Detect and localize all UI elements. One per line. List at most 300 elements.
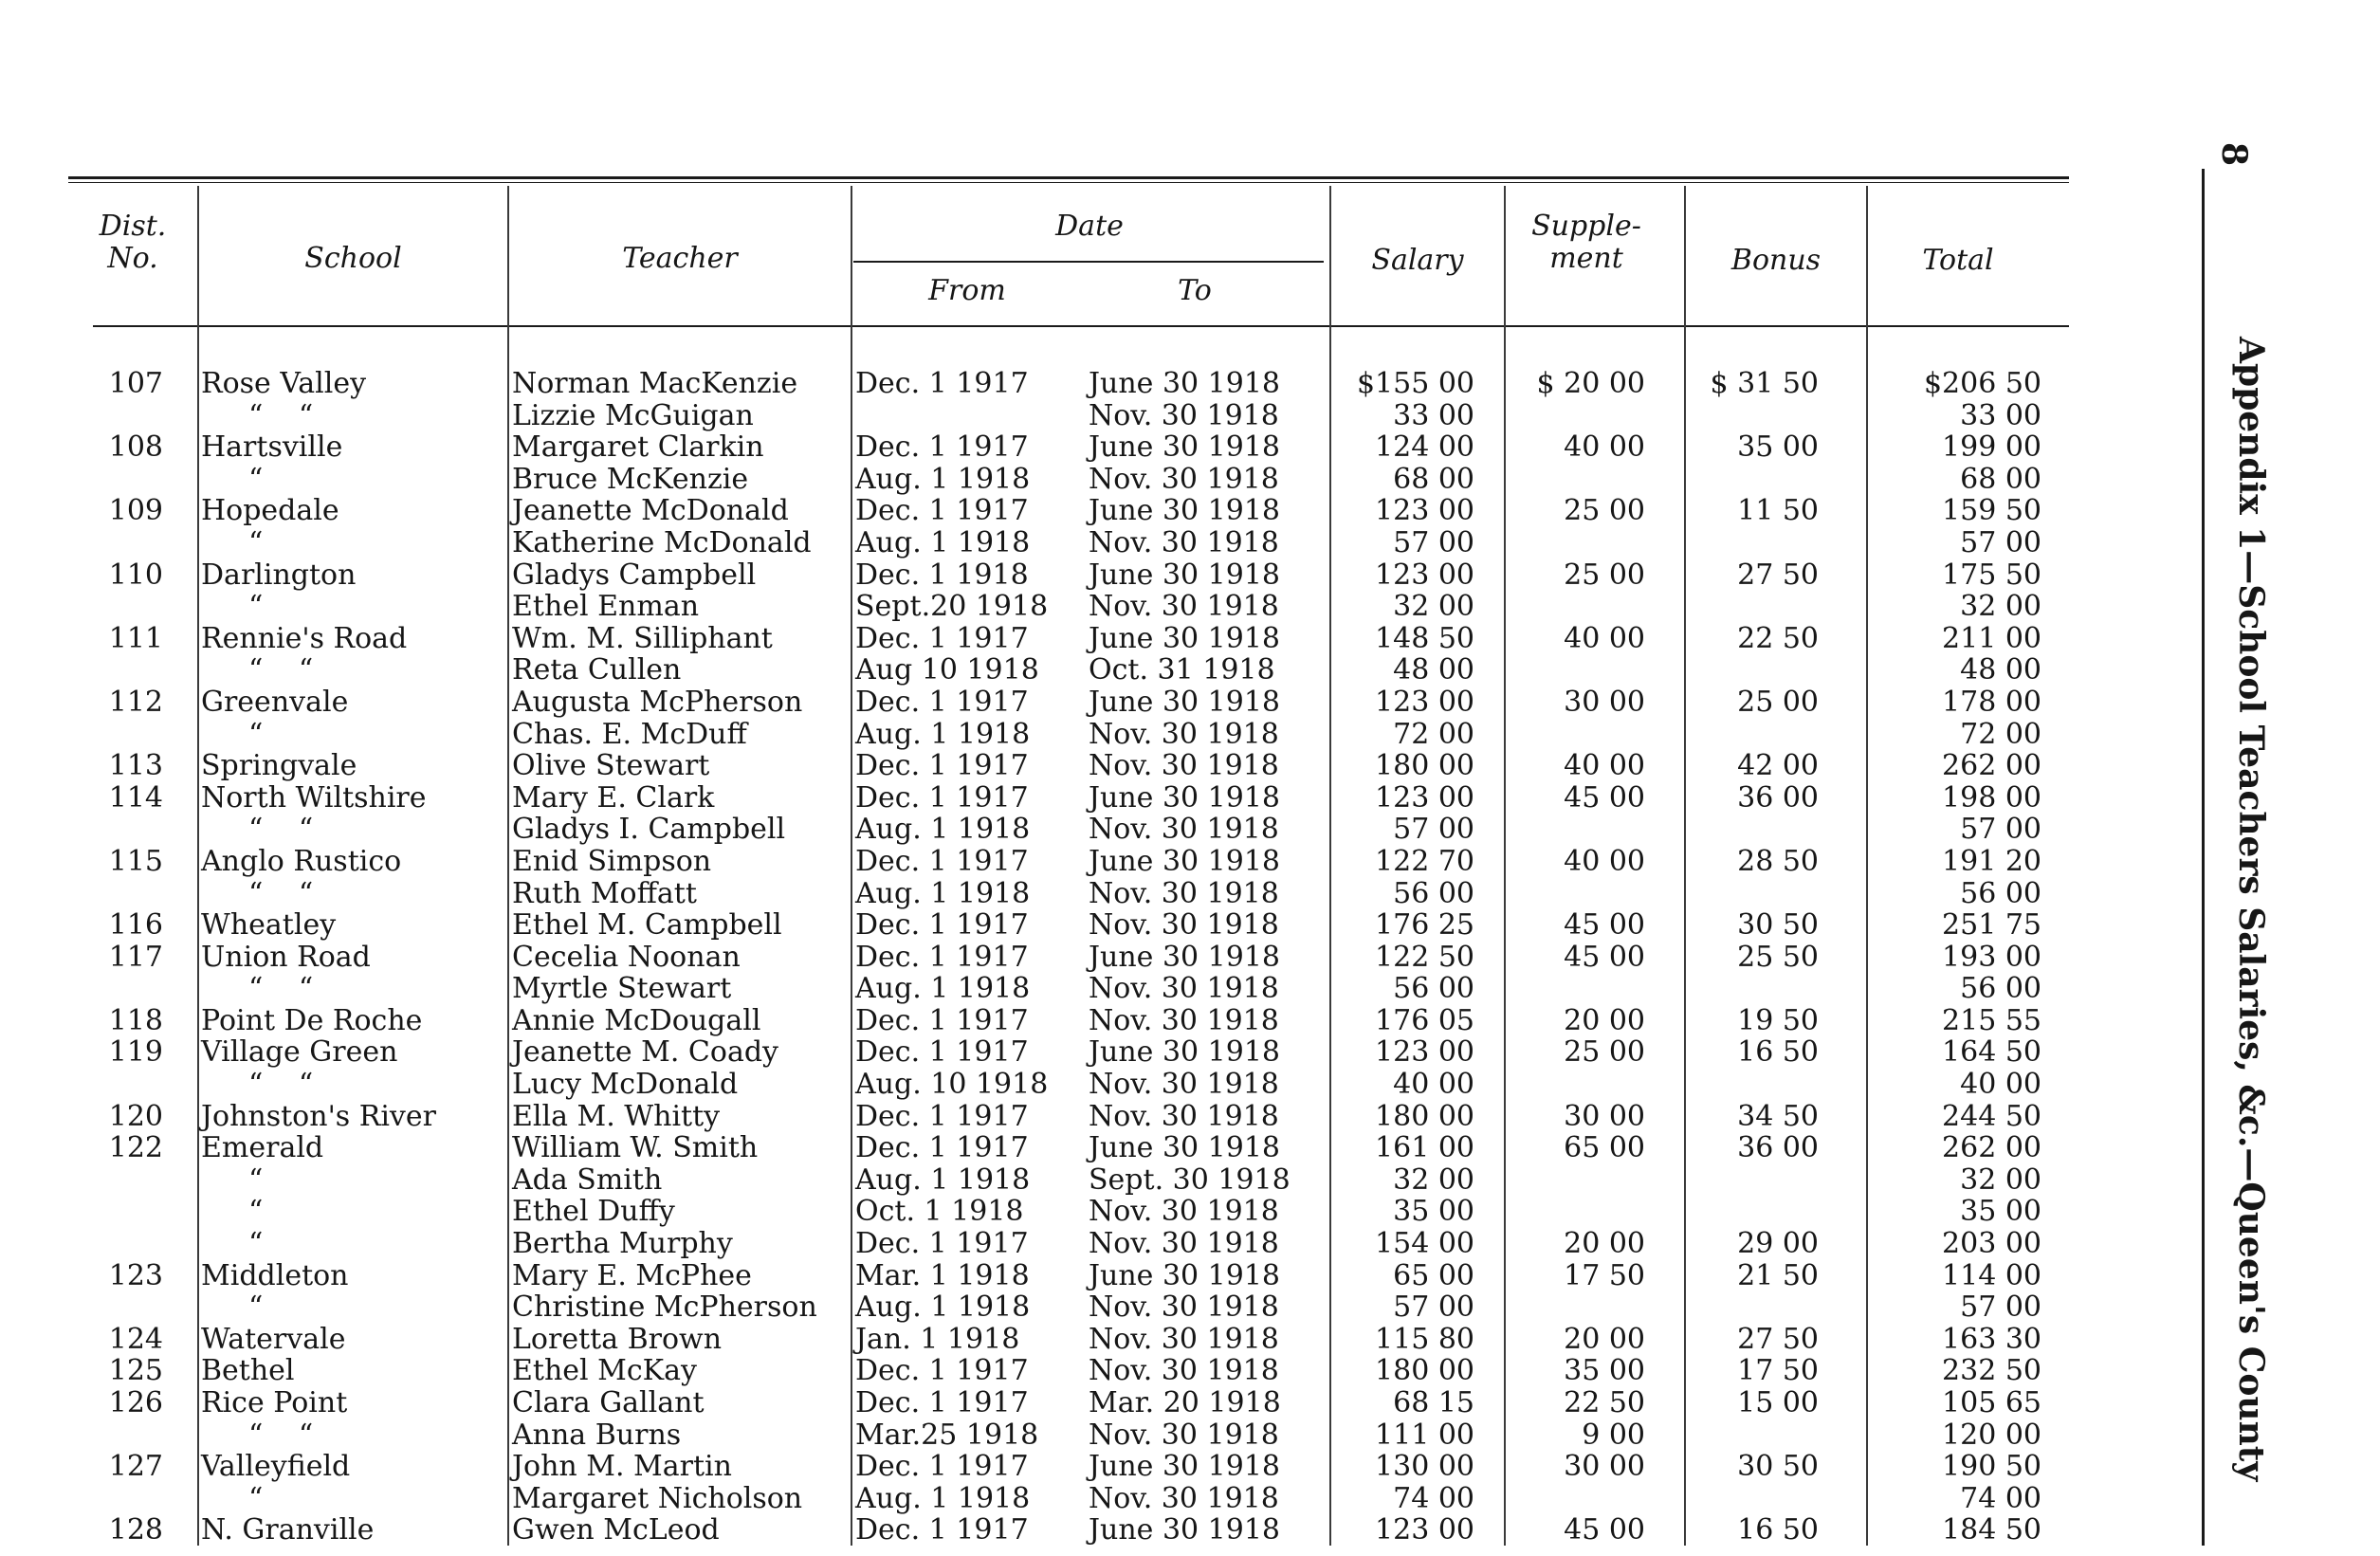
- date-from-cell: Dec. 1 1917: [855, 1450, 1029, 1484]
- supplement-cell: 25 00: [1564, 494, 1645, 528]
- teacher-cell: Wm. M. Silliphant: [512, 621, 773, 655]
- date-from-cell: Aug. 1 1918: [855, 462, 1031, 496]
- school-cell: Middleton: [201, 1258, 349, 1292]
- table-row: [0, 1260, 2086, 1292]
- bonus-cell: 30 50: [1737, 908, 1819, 943]
- total-cell: 57 00: [1960, 525, 2041, 559]
- salary-cell: 123 00: [1375, 558, 1474, 592]
- table-row: [0, 1036, 2086, 1069]
- bonus-cell: 11 50: [1737, 494, 1819, 528]
- date-to-cell: Nov. 30 1918: [1089, 398, 1279, 432]
- date-from-cell: Dec. 1 1917: [855, 621, 1029, 655]
- table-row: [0, 1514, 2086, 1547]
- table-row: [0, 1419, 2086, 1452]
- date-to-cell: Nov. 30 1918: [1089, 908, 1279, 943]
- supplement-cell: 40 00: [1564, 844, 1645, 878]
- bonus-cell: 27 50: [1737, 558, 1819, 592]
- total-cell: 74 00: [1960, 1481, 2041, 1515]
- teacher-cell: Cecelia Noonan: [512, 940, 741, 974]
- date-to-cell: Nov. 30 1918: [1089, 1003, 1279, 1037]
- teacher-cell: Bruce McKenzie: [512, 462, 749, 496]
- date-from-cell: Dec. 1 1917: [855, 1386, 1029, 1419]
- total-cell: 232 50: [1942, 1354, 2041, 1388]
- bonus-cell: 21 50: [1737, 1258, 1819, 1292]
- school-cell: “: [248, 1481, 277, 1515]
- date-to-cell: Nov. 30 1918: [1089, 1291, 1279, 1325]
- date-from-cell: Dec. 1 1917: [855, 1354, 1029, 1388]
- bonus-cell: 25 00: [1737, 685, 1819, 719]
- bonus-cell: 28 50: [1737, 844, 1819, 878]
- total-cell: 262 00: [1942, 1131, 2041, 1165]
- bonus-cell: $ 31 50: [1710, 367, 1819, 400]
- salary-cell: 32 00: [1393, 1162, 1474, 1197]
- header-salary: Salary: [1371, 244, 1464, 277]
- teacher-cell: Bertha Murphy: [512, 1227, 733, 1261]
- supplement-cell: 65 00: [1564, 1131, 1645, 1165]
- salary-cell: 123 00: [1375, 1035, 1474, 1070]
- date-to-cell: June 30 1918: [1089, 844, 1281, 878]
- bonus-cell: 42 00: [1737, 749, 1819, 783]
- date-to-cell: Nov. 30 1918: [1089, 813, 1279, 847]
- school-cell: Watervale: [201, 1322, 346, 1356]
- dist-no-cell: 117: [108, 940, 163, 974]
- total-cell: 184 50: [1942, 1513, 2041, 1547]
- date-to-cell: June 30 1918: [1089, 1035, 1281, 1070]
- supplement-cell: 30 00: [1564, 1099, 1645, 1133]
- salary-cell: 124 00: [1375, 430, 1474, 465]
- date-to-cell: Nov. 30 1918: [1089, 1099, 1279, 1133]
- school-cell: Rennie's Road: [201, 621, 408, 655]
- supplement-cell: 45 00: [1564, 780, 1645, 815]
- bonus-cell: 27 50: [1737, 1322, 1819, 1356]
- school-cell: “: [248, 462, 277, 496]
- supplement-cell: 40 00: [1564, 621, 1645, 655]
- salary-cell: 180 00: [1375, 1354, 1474, 1388]
- table-row: [0, 1355, 2086, 1387]
- salary-cell: 57 00: [1393, 525, 1474, 559]
- date-from-cell: Dec. 1 1917: [855, 685, 1029, 719]
- salary-cell: 74 00: [1393, 1481, 1474, 1515]
- date-to-cell: Oct. 31 1918: [1089, 653, 1275, 687]
- date-to-cell: Nov. 30 1918: [1089, 1068, 1279, 1102]
- bonus-cell: 19 50: [1737, 1003, 1819, 1037]
- bonus-cell: 36 00: [1737, 780, 1819, 815]
- school-cell: Rice Point: [201, 1386, 348, 1419]
- total-cell: 56 00: [1960, 876, 2041, 910]
- total-cell: 32 00: [1960, 590, 2041, 624]
- teacher-cell: Ethel M. Campbell: [512, 908, 782, 943]
- dist-no-cell: 120: [108, 1099, 163, 1133]
- side-margin-rule: [2202, 169, 2205, 1546]
- salary-cell: 33 00: [1393, 398, 1474, 432]
- table-row: [0, 368, 2086, 400]
- date-to-cell: Nov. 30 1918: [1089, 462, 1279, 496]
- salary-cell: 68 15: [1393, 1386, 1474, 1419]
- salary-cell: 48 00: [1393, 653, 1474, 687]
- teacher-cell: Clara Gallant: [512, 1386, 705, 1419]
- supplement-cell: 9 00: [1582, 1418, 1645, 1452]
- date-to-cell: Nov. 30 1918: [1089, 717, 1279, 751]
- school-cell: “: [248, 1227, 277, 1261]
- date-from-cell: Dec. 1 1917: [855, 430, 1029, 465]
- total-cell: 56 00: [1960, 972, 2041, 1006]
- date-to-cell: June 30 1918: [1089, 1513, 1281, 1547]
- bonus-cell: 30 50: [1737, 1450, 1819, 1484]
- school-cell: “ “: [248, 653, 327, 687]
- table-row: [0, 1101, 2086, 1133]
- table-row: [0, 400, 2086, 432]
- supplement-cell: 25 00: [1564, 1035, 1645, 1070]
- top-double-rule: [68, 176, 2069, 179]
- supplement-cell: 20 00: [1564, 1322, 1645, 1356]
- header-teacher: Teacher: [622, 242, 738, 275]
- top-thin-rule: [68, 182, 2069, 183]
- bonus-cell: 34 50: [1737, 1099, 1819, 1133]
- date-to-cell: Nov. 30 1918: [1089, 1195, 1279, 1229]
- total-cell: 203 00: [1942, 1227, 2041, 1261]
- total-cell: 57 00: [1960, 1291, 2041, 1325]
- teacher-cell: Reta Cullen: [512, 653, 682, 687]
- dist-no-cell: 110: [108, 558, 163, 592]
- total-cell: 40 00: [1960, 1068, 2041, 1102]
- table-row: [0, 973, 2086, 1005]
- dist-no-cell: 108: [108, 430, 163, 465]
- teacher-cell: Margaret Clarkin: [512, 430, 764, 465]
- supplement-cell: 45 00: [1564, 908, 1645, 943]
- total-cell: 114 00: [1942, 1258, 2041, 1292]
- total-cell: 164 50: [1942, 1035, 2041, 1070]
- teacher-cell: Gladys Campbell: [512, 558, 757, 592]
- school-cell: Rose Valley: [201, 367, 367, 400]
- teacher-cell: Gwen McLeod: [512, 1513, 720, 1547]
- dist-no-cell: 127: [108, 1450, 163, 1484]
- teacher-cell: Margaret Nicholson: [512, 1481, 803, 1515]
- header-dist-no: Dist. No.: [99, 210, 167, 275]
- date-to-cell: Nov. 30 1918: [1089, 972, 1279, 1006]
- date-from-cell: Dec. 1 1917: [855, 780, 1029, 815]
- salary-cell: 72 00: [1393, 717, 1474, 751]
- dist-no-cell: 115: [108, 844, 163, 878]
- date-from-cell: Dec. 1 1917: [855, 494, 1029, 528]
- teacher-cell: Norman MacKenzie: [512, 367, 798, 400]
- table-row: [0, 591, 2086, 623]
- date-to-cell: Nov. 30 1918: [1089, 749, 1279, 783]
- teacher-cell: Ella M. Whitty: [512, 1099, 721, 1133]
- bonus-cell: 22 50: [1737, 621, 1819, 655]
- teacher-cell: Gladys I. Campbell: [512, 813, 786, 847]
- school-cell: “ “: [248, 876, 327, 910]
- school-cell: Wheatley: [201, 908, 337, 943]
- table-row: [0, 1451, 2086, 1483]
- table-row: [0, 1324, 2086, 1356]
- school-cell: “: [248, 1291, 277, 1325]
- total-cell: 251 75: [1942, 908, 2041, 943]
- salary-cell: 148 50: [1375, 621, 1474, 655]
- table-row: [0, 1387, 2086, 1419]
- salary-cell: 65 00: [1393, 1258, 1474, 1292]
- total-cell: 68 00: [1960, 462, 2041, 496]
- salary-cell: 32 00: [1393, 590, 1474, 624]
- header-total: Total: [1922, 244, 1994, 277]
- salary-cell: 40 00: [1393, 1068, 1474, 1102]
- teacher-cell: William W. Smith: [512, 1131, 759, 1165]
- school-cell: N. Granville: [201, 1513, 375, 1547]
- date-from-cell: Aug. 1 1918: [855, 1162, 1031, 1197]
- teacher-cell: Enid Simpson: [512, 844, 712, 878]
- page-number: 8: [2214, 142, 2254, 167]
- total-cell: 159 50: [1942, 494, 2041, 528]
- table-row: [0, 909, 2086, 942]
- date-to-cell: June 30 1918: [1089, 558, 1281, 592]
- table-row: [0, 495, 2086, 527]
- date-from-cell: Dec. 1 1917: [855, 1099, 1029, 1133]
- date-from-cell: Aug. 1 1918: [855, 525, 1031, 559]
- salary-cell: 176 25: [1375, 908, 1474, 943]
- table-row: [0, 431, 2086, 464]
- total-cell: $206 50: [1923, 367, 2041, 400]
- date-from-cell: Oct. 1 1918: [855, 1195, 1024, 1229]
- dist-no-cell: 125: [108, 1354, 163, 1388]
- school-cell: “ “: [248, 1068, 327, 1102]
- date-from-cell: Aug. 1 1918: [855, 813, 1031, 847]
- dist-no-cell: 114: [108, 780, 163, 815]
- table-row: [0, 1164, 2086, 1197]
- school-cell: “: [248, 1195, 277, 1229]
- table-row: [0, 464, 2086, 496]
- table-row: [0, 719, 2086, 751]
- salary-cell: 123 00: [1375, 780, 1474, 815]
- school-cell: “: [248, 525, 277, 559]
- supplement-cell: 25 00: [1564, 558, 1645, 592]
- bonus-cell: 16 50: [1737, 1035, 1819, 1070]
- school-cell: Village Green: [201, 1035, 398, 1070]
- teacher-cell: Jeanette McDonald: [512, 494, 789, 528]
- salary-table-body: [0, 368, 2086, 1547]
- supplement-cell: $ 20 00: [1536, 367, 1645, 400]
- teacher-cell: Ruth Moffatt: [512, 876, 697, 910]
- table-row: [0, 1196, 2086, 1228]
- date-to-cell: June 30 1918: [1089, 621, 1281, 655]
- school-cell: Johnston's River: [201, 1099, 436, 1133]
- total-cell: 178 00: [1942, 685, 2041, 719]
- table-row: [0, 814, 2086, 846]
- total-cell: 198 00: [1942, 780, 2041, 815]
- total-cell: 191 20: [1942, 844, 2041, 878]
- table-row: [0, 1228, 2086, 1260]
- date-from-cell: Aug. 1 1918: [855, 972, 1031, 1006]
- table-row: [0, 1005, 2086, 1037]
- dist-no-cell: 113: [108, 749, 163, 783]
- school-cell: Valleyfield: [201, 1450, 351, 1484]
- table-row: [0, 782, 2086, 815]
- total-cell: 175 50: [1942, 558, 2041, 592]
- date-to-cell: Nov. 30 1918: [1089, 590, 1279, 624]
- date-to-cell: Nov. 30 1918: [1089, 1354, 1279, 1388]
- supplement-cell: 30 00: [1564, 1450, 1645, 1484]
- total-cell: 199 00: [1942, 430, 2041, 465]
- salary-cell: 56 00: [1393, 972, 1474, 1006]
- table-row: [0, 846, 2086, 878]
- teacher-cell: Myrtle Stewart: [512, 972, 732, 1006]
- date-from-cell: Dec. 1 1917: [855, 1003, 1029, 1037]
- header-to: To: [1178, 274, 1212, 307]
- table-row: [0, 527, 2086, 559]
- header-school: School: [304, 242, 402, 275]
- bonus-cell: 15 00: [1737, 1386, 1819, 1419]
- total-cell: 120 00: [1942, 1418, 2041, 1452]
- salary-cell: 56 00: [1393, 876, 1474, 910]
- teacher-cell: Annie McDougall: [512, 1003, 761, 1037]
- date-from-cell: Dec. 1 1917: [855, 940, 1029, 974]
- date-from-cell: Dec. 1 1917: [855, 1035, 1029, 1070]
- table-row: [0, 878, 2086, 910]
- date-from-cell: Aug. 1 1918: [855, 1291, 1031, 1325]
- teacher-cell: Mary E. Clark: [512, 780, 715, 815]
- supplement-cell: 35 00: [1564, 1354, 1645, 1388]
- supplement-cell: 17 50: [1564, 1258, 1645, 1292]
- school-cell: “ “: [248, 1418, 327, 1452]
- dist-no-cell: 116: [108, 908, 163, 943]
- teacher-cell: Katherine McDonald: [512, 525, 812, 559]
- teacher-cell: Lizzie McGuigan: [512, 398, 754, 432]
- teacher-cell: Christine McPherson: [512, 1291, 817, 1325]
- bonus-cell: 17 50: [1737, 1354, 1819, 1388]
- school-cell: “: [248, 1162, 277, 1197]
- header-bonus: Bonus: [1730, 244, 1822, 277]
- salary-cell: 123 00: [1375, 1513, 1474, 1547]
- date-to-cell: Nov. 30 1918: [1089, 1322, 1279, 1356]
- bonus-cell: 29 00: [1737, 1227, 1819, 1261]
- school-cell: Hopedale: [201, 494, 339, 528]
- school-cell: “: [248, 590, 277, 624]
- teacher-cell: Lucy McDonald: [512, 1068, 739, 1102]
- teacher-cell: Ada Smith: [512, 1162, 663, 1197]
- table-row: [0, 623, 2086, 655]
- date-to-cell: June 30 1918: [1089, 780, 1281, 815]
- total-cell: 163 30: [1942, 1322, 2041, 1356]
- total-cell: 211 00: [1942, 621, 2041, 655]
- bonus-cell: 16 50: [1737, 1513, 1819, 1547]
- school-cell: Point De Roche: [201, 1003, 423, 1037]
- date-to-cell: June 30 1918: [1089, 430, 1281, 465]
- supplement-cell: 40 00: [1564, 749, 1645, 783]
- supplement-cell: 30 00: [1564, 685, 1645, 719]
- teacher-cell: Mary E. McPhee: [512, 1258, 752, 1292]
- salary-cell: 115 80: [1375, 1322, 1474, 1356]
- date-from-cell: Dec. 1 1917: [855, 1131, 1029, 1165]
- date-from-cell: Aug. 1 1918: [855, 876, 1031, 910]
- salary-cell: 123 00: [1375, 685, 1474, 719]
- supplement-cell: 20 00: [1564, 1003, 1645, 1037]
- date-from-cell: Mar.25 1918: [855, 1418, 1039, 1452]
- school-cell: Emerald: [201, 1131, 324, 1165]
- teacher-cell: Jeanette M. Coady: [512, 1035, 778, 1070]
- date-to-cell: June 30 1918: [1089, 1258, 1281, 1292]
- side-title: Appendix 1—School Teachers Salaries, &c.—Queen's County: [2231, 337, 2271, 1482]
- total-cell: 57 00: [1960, 813, 2041, 847]
- table-row: [0, 1483, 2086, 1515]
- salary-cell: 130 00: [1375, 1450, 1474, 1484]
- total-cell: 72 00: [1960, 717, 2041, 751]
- bonus-cell: 35 00: [1737, 430, 1819, 465]
- school-cell: Union Road: [201, 940, 371, 974]
- salary-cell: 180 00: [1375, 1099, 1474, 1133]
- date-from-cell: Aug. 10 1918: [855, 1068, 1049, 1102]
- header-date: Date: [1055, 210, 1124, 243]
- table-row: [0, 1132, 2086, 1164]
- table-row: [0, 686, 2086, 719]
- salary-cell: 122 70: [1375, 844, 1474, 878]
- supplement-cell: 45 00: [1564, 940, 1645, 974]
- date-from-cell: Aug. 1 1918: [855, 717, 1031, 751]
- date-subheader-rule: [853, 261, 1324, 263]
- dist-no-cell: 107: [108, 367, 163, 400]
- teacher-cell: Ethel Enman: [512, 590, 700, 624]
- total-cell: 32 00: [1960, 1162, 2041, 1197]
- school-cell: Bethel: [201, 1354, 295, 1388]
- bonus-cell: 36 00: [1737, 1131, 1819, 1165]
- supplement-cell: 45 00: [1564, 1513, 1645, 1547]
- teacher-cell: Olive Stewart: [512, 749, 710, 783]
- school-cell: “ “: [248, 398, 327, 432]
- dist-no-cell: 123: [108, 1258, 163, 1292]
- salary-cell: 111 00: [1375, 1418, 1474, 1452]
- total-cell: 33 00: [1960, 398, 2041, 432]
- salary-cell: 122 50: [1375, 940, 1474, 974]
- salary-cell: $155 00: [1356, 367, 1474, 400]
- teacher-cell: Ethel Duffy: [512, 1195, 675, 1229]
- date-from-cell: Dec. 1 1917: [855, 1227, 1029, 1261]
- date-from-cell: Dec. 1 1917: [855, 749, 1029, 783]
- dist-no-cell: 109: [108, 494, 163, 528]
- total-cell: 193 00: [1942, 940, 2041, 974]
- school-cell: Darlington: [201, 558, 357, 592]
- total-cell: 244 50: [1942, 1099, 2041, 1133]
- supplement-cell: 20 00: [1564, 1227, 1645, 1261]
- salary-cell: 35 00: [1393, 1195, 1474, 1229]
- salary-cell: 57 00: [1393, 813, 1474, 847]
- dist-no-cell: 124: [108, 1322, 163, 1356]
- salary-cell: 123 00: [1375, 494, 1474, 528]
- date-to-cell: Nov. 30 1918: [1089, 1227, 1279, 1261]
- teacher-cell: Chas. E. McDuff: [512, 717, 747, 751]
- school-cell: North Wiltshire: [201, 780, 427, 815]
- date-to-cell: June 30 1918: [1089, 1131, 1281, 1165]
- dist-no-cell: 112: [108, 685, 163, 719]
- date-from-cell: Sept.20 1918: [855, 590, 1049, 624]
- school-cell: Greenvale: [201, 685, 349, 719]
- date-from-cell: Mar. 1 1918: [855, 1258, 1030, 1292]
- date-to-cell: June 30 1918: [1089, 685, 1281, 719]
- date-from-cell: Dec. 1 1917: [855, 367, 1029, 400]
- school-cell: Hartsville: [201, 430, 343, 465]
- total-cell: 35 00: [1960, 1195, 2041, 1229]
- teacher-cell: Anna Burns: [512, 1418, 682, 1452]
- date-to-cell: Mar. 20 1918: [1089, 1386, 1281, 1419]
- date-to-cell: June 30 1918: [1089, 1450, 1281, 1484]
- header-supplement: Supple- ment: [1531, 210, 1641, 275]
- total-cell: 105 65: [1942, 1386, 2041, 1419]
- date-to-cell: June 30 1918: [1089, 494, 1281, 528]
- date-to-cell: Nov. 30 1918: [1089, 1418, 1279, 1452]
- dist-no-cell: 118: [108, 1003, 163, 1037]
- teacher-cell: Loretta Brown: [512, 1322, 723, 1356]
- school-cell: Anglo Rustico: [201, 844, 402, 878]
- school-cell: “ “: [248, 972, 327, 1006]
- dist-no-cell: 111: [108, 621, 163, 655]
- table-row: [0, 654, 2086, 686]
- salary-cell: 154 00: [1375, 1227, 1474, 1261]
